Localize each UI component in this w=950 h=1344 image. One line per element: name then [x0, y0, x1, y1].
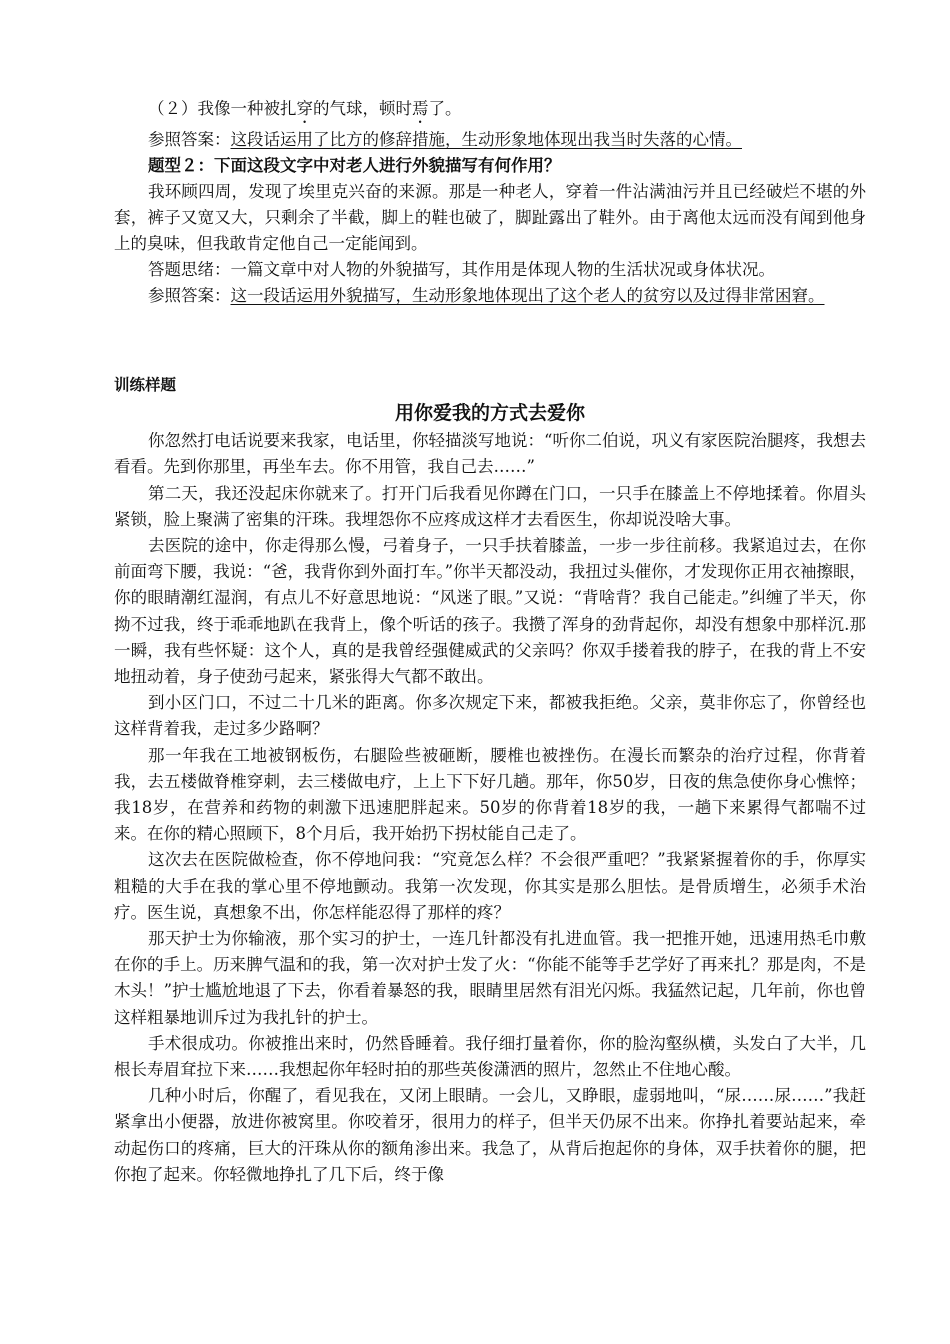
passage-paragraph: 我环顾四周，发现了埃里克兴奋的来源。那是一种老人，穿着一件沾满油污并且已经破烂不堪的外套，裤子又宽又大，只剩余了半截，脚上的鞋也破了，脚趾露出了鞋外。由于离他太远而没有闻到他身上的臭味，但我敢肯定他自己一定能闻到。 [114, 182, 866, 253]
exercise-section [114, 96, 866, 309]
question-2: （２）我像一种被扎穿的气球，顿时焉了。 [148, 99, 462, 118]
emphasis-char: 焉 [412, 99, 429, 118]
story-paragraph: 那天护士为你输液，那个实习的护士，一连几针都没有扎进血管。我一把推开她，迅速用热毛巾敷在你的手上。历来脾气温和的我，第一次对护士发了火：“你能不能等手艺学好了再来扎？那是肉，不是木头！”护士尴尬地退了下去，你看着暴怒的我，眼睛里居然有泪光闪烁。我猛然记起，几年前，你也曾这样粗暴地训斥过为我扎针的护士。 [114, 929, 866, 1027]
story-paragraph: 你忽然打电话说要来我家，电话里，你轻描淡写地说：“听你二伯说，巩义有家医院治腿疼，我想去看看。先到你那里，再坐车去。你不用管，我自己去……” [114, 431, 866, 477]
story-paragraph: 几种小时后，你醒了，看见我在，又闭上眼睛。一会儿，又睁眼，虚弱地叫，“尿……尿……”我赶紧拿出小便器，放进你被窝里。你咬着牙，很用力的样子，但半天仍尿不出来。你挣扎着要站起来，牵动起伤口的疼痛，巨大的汗珠从你的额角渗出来。我急了，从背后抱起你的身体，双手扶着你的腿，把你抱了起来。你轻微地挣扎了几下后，终于像 [114, 1086, 866, 1184]
practice-section [114, 372, 866, 1188]
story-paragraph: 第二天，我还没起床你就来了。打开门后我看见你蹲在门口，一只手在膝盖上不停地揉着。你眉头紧锁，脸上聚满了密集的汗珠。我埋怨你不应疼成这样才去看医生，你却说没啥大事。 [114, 483, 866, 529]
story-paragraph: 那一年我在工地被钢板伤，右腿险些被砸断，腰椎也被挫伤。在漫长而繁杂的治疗过程，你背着我，去五楼做脊椎穿刺，去三楼做电疗，上上下下好几趟。那年，你50岁，日夜的焦急使你身心憔悴；我18岁，在营养和药物的刺激下迅速肥胖起来。50岁的你背着18岁的我，一趟下来累得气都喘不过来。在你的精心照顾下，8个月后，我开始扔下拐杖能自己走了。 [114, 745, 866, 844]
reference-answer-1: 参照答案：这段话运用了比方的修辞措施，生动形象地体现出我当时失落的心情。 [148, 130, 742, 149]
practice-heading: 训练样题 [114, 375, 177, 394]
reference-answer-2: 参照答案：这一段话运用外貌描写，生动形象地体现出了这个老人的贫穷以及过得非常困窘。 [148, 286, 825, 305]
story-paragraph: 这次去在医院做检查，你不停地问我：“究竟怎么样？不会很严重吧？”我紧紧握着你的手，你厚实粗糙的大手在我的掌心里不停地颤动。我第一次发现，你其实是那么胆怯。是骨质增生，必须手术治疗。医生说，真想象不出，你怎样能忍得了那样的疼？ [114, 850, 866, 922]
story-paragraph: 到小区门口，不过二十几米的距离。你多次规定下来，都被我拒绝。父亲，莫非你忘了，你曾经也这样背着我，走过多少路啊？ [114, 693, 866, 739]
story-title: 用你爱我的方式去爱你 [394, 402, 585, 425]
story-paragraph: 手术很成功。你被推出来时，仍然昏睡着。我仔细打量着你，你的脸沟壑纵横，头发白了大半，几根长寿眉耷拉下来……我想起你年轻时拍的那些英俊潇洒的照片，忽然止不住地心酸。 [114, 1033, 866, 1080]
story-paragraph: 去医院的途中，你走得那么慢，弓着身子，一只手扶着膝盖，一步一步往前移。我紧追过去，在你前面弯下腰，我说：“爸，我背你到外面打车。”你半天都没动，我扭过头催你，才发现你正用衣袖擦眼，你的眼睛潮红湿润，有点儿不好意思地说：“风迷了眼。”又说：“背啥背？我自己能走。”纠缠了半天，你拗不过我，终于乖乖地趴在我背上，像个听话的孩子。我攒了浑身的劲背起你，却没有想象中那样沉.那一瞬，我有些怀疑：这个人，真的是我曾经强健威武的父亲吗？你双手搂着我的脖子，在我的背上不安地扭动着，身子使劲弓起来，紧张得大气都不敢出。 [114, 536, 866, 687]
question-type-2-title: 题型２：下面这段文字中对老人进行外貌描写有何作用？ [148, 156, 561, 175]
emphasis-char: 穿 [296, 99, 313, 118]
answer-thinking: 答题思绪：一篇文章中对人物的外貌描写，其作用是体现人物的生活状况或身体状况。 [148, 260, 775, 279]
